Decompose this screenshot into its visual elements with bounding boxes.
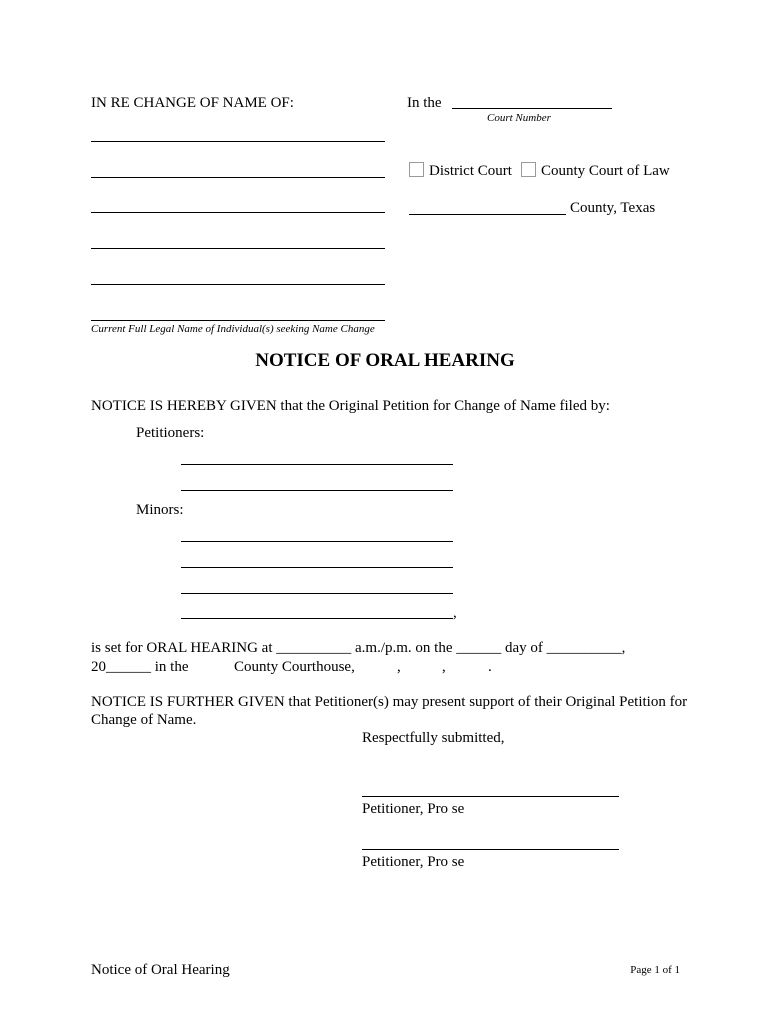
signature-line-2[interactable] <box>362 849 619 850</box>
minor-line-2[interactable] <box>181 567 453 568</box>
footer-page-number: Page 1 of 1 <box>630 964 680 976</box>
minors-comma: , <box>453 605 457 621</box>
county-name-line[interactable] <box>409 214 566 215</box>
name-caption: Current Full Legal Name of Individual(s) seeking Name Change <box>91 323 375 335</box>
name-line-5[interactable] <box>91 284 385 285</box>
district-court-checkbox[interactable] <box>409 162 424 177</box>
hearing-line-1: is set for ORAL HEARING at __________ a.m./p.m. on the ______ day of __________, <box>91 640 626 656</box>
court-number-line[interactable] <box>452 108 612 109</box>
minor-line-1[interactable] <box>181 541 453 542</box>
court-number-label: Court Number <box>487 112 551 124</box>
name-line-2[interactable] <box>91 177 385 178</box>
petitioners-label: Petitioners: <box>136 425 205 441</box>
minors-label: Minors: <box>136 502 184 518</box>
signature-label-2: Petitioner, Pro se <box>362 854 465 870</box>
signature-line-1[interactable] <box>362 796 619 797</box>
signature-label-1: Petitioner, Pro se <box>362 801 465 817</box>
name-line-6[interactable] <box>91 320 385 321</box>
hearing-comma-2: , <box>442 659 446 675</box>
county-court-label: County Court of Law <box>541 163 670 179</box>
minor-line-3[interactable] <box>181 593 453 594</box>
further-notice-text: NOTICE IS FURTHER GIVEN that Petitioner(s) may present support of their Original Petition for Change of Name. <box>91 694 688 728</box>
county-texas-label: County, Texas <box>570 200 656 216</box>
hearing-courthouse-text: County Courthouse, <box>234 659 355 675</box>
district-court-label: District Court <box>429 163 512 179</box>
hearing-year-text: 20______ in the <box>91 659 189 675</box>
respectfully-submitted: Respectfully submitted, <box>362 730 505 746</box>
intro-text: NOTICE IS HEREBY GIVEN that the Original Petition for Change of Name filed by: <box>91 398 610 414</box>
name-line-1[interactable] <box>91 141 385 142</box>
hearing-period: . <box>488 659 492 675</box>
page-title: NOTICE OF ORAL HEARING <box>255 350 515 371</box>
in-the-label: In the <box>407 95 442 111</box>
petitioner-line-2[interactable] <box>181 490 453 491</box>
minor-line-4[interactable] <box>181 618 453 619</box>
hearing-comma-1: , <box>397 659 401 675</box>
name-line-4[interactable] <box>91 248 385 249</box>
petitioner-line-1[interactable] <box>181 464 453 465</box>
caption-heading: IN RE CHANGE OF NAME OF: <box>91 95 294 111</box>
county-court-checkbox[interactable] <box>521 162 536 177</box>
footer-title: Notice of Oral Hearing <box>91 962 230 978</box>
name-line-3[interactable] <box>91 212 385 213</box>
